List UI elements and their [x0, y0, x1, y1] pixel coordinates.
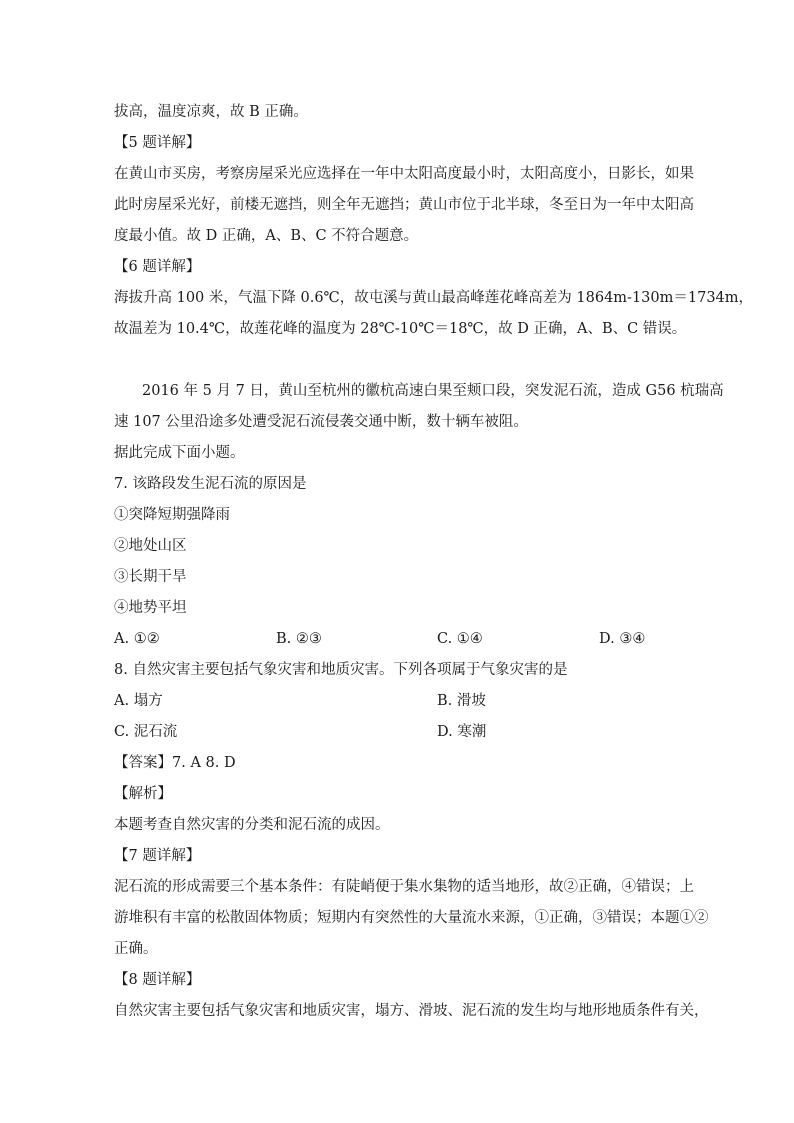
- text-line: 正确。: [114, 941, 158, 957]
- text-line: 泥石流的形成需要三个基本条件：有陡峭便于集水集物的适当地形，故②正确，④错误；上: [114, 879, 694, 895]
- choice-item-4: ④地势平坦: [114, 600, 187, 616]
- analysis-heading: 【解析】: [114, 786, 172, 802]
- choice-item-3: ③长期干旱: [114, 569, 187, 585]
- text-line: 自然灾害主要包括气象灾害和地质灾害，塌方、滑坡、泥石流的发生均与地形地质条件有关，: [114, 1003, 709, 1019]
- question-7: 7. 该路段发生泥石流的原因是: [114, 476, 307, 492]
- q7-option-a: A. ①②: [114, 631, 160, 647]
- text-line: 在黄山市买房，考察房屋采光应选择在一年中太阳高度最小时，太阳高度小，日影长，如果: [114, 166, 694, 182]
- q8-option-c: C. 泥石流: [114, 724, 178, 740]
- text-line: 据此完成下面小题。: [114, 445, 245, 461]
- section-heading-5: 【5 题详解】: [114, 135, 201, 151]
- question-8: 8. 自然灾害主要包括气象灾害和地质灾害。下列各项属于气象灾害的是: [114, 662, 568, 678]
- q7-option-b: B. ②③: [276, 631, 322, 647]
- text-line: 本题考查自然灾害的分类和泥石流的成因。: [114, 817, 390, 833]
- text-line: 拔高，温度凉爽，故 B 正确。: [114, 104, 308, 120]
- text-line: 海拔升高 100 米，气温下降 0.6℃，故屯溪与黄山最高峰莲花峰高差为 1864m-130m＝1734m，: [114, 290, 754, 306]
- material-paragraph: 2016 年 5 月 7 日，黄山至杭州的徽杭高速白果至颊口段，突发泥石流，造成 G56 杭瑞高: [142, 383, 724, 399]
- section-heading-7: 【7 题详解】: [114, 848, 201, 864]
- text-line: 速 107 公里沿途多处遭受泥石流侵袭交通中断，数十辆车被阻。: [114, 414, 528, 430]
- section-heading-6: 【6 题详解】: [114, 259, 201, 275]
- text-line: 游堆积有丰富的松散固体物质；短期内有突然性的大量流水来源，①正确，③错误；本题①②: [114, 910, 709, 926]
- q8-option-b: B. 滑坡: [437, 693, 486, 709]
- text-line: 故温差为 10.4℃，故莲花峰的温度为 28℃-10℃＝18℃，故 D 正确，A、B、C 错误。: [114, 321, 687, 337]
- text-line: 此时房屋采光好，前楼无遮挡，则全年无遮挡；黄山市位于北半球，冬至日为一年中太阳高: [114, 197, 694, 213]
- answer-line: 【答案】7. A 8. D: [114, 755, 236, 771]
- choice-item-2: ②地处山区: [114, 538, 187, 554]
- q8-option-a: A. 塌方: [114, 693, 163, 709]
- section-heading-8: 【8 题详解】: [114, 972, 201, 988]
- q8-option-d: D. 寒潮: [437, 724, 487, 740]
- q7-option-c: C. ①④: [437, 631, 483, 647]
- text-line: 度最小值。故 D 正确，A、B、C 不符合题意。: [114, 228, 419, 244]
- q7-option-d: D. ③④: [599, 631, 646, 647]
- choice-item-1: ①突降短期强降雨: [114, 507, 230, 523]
